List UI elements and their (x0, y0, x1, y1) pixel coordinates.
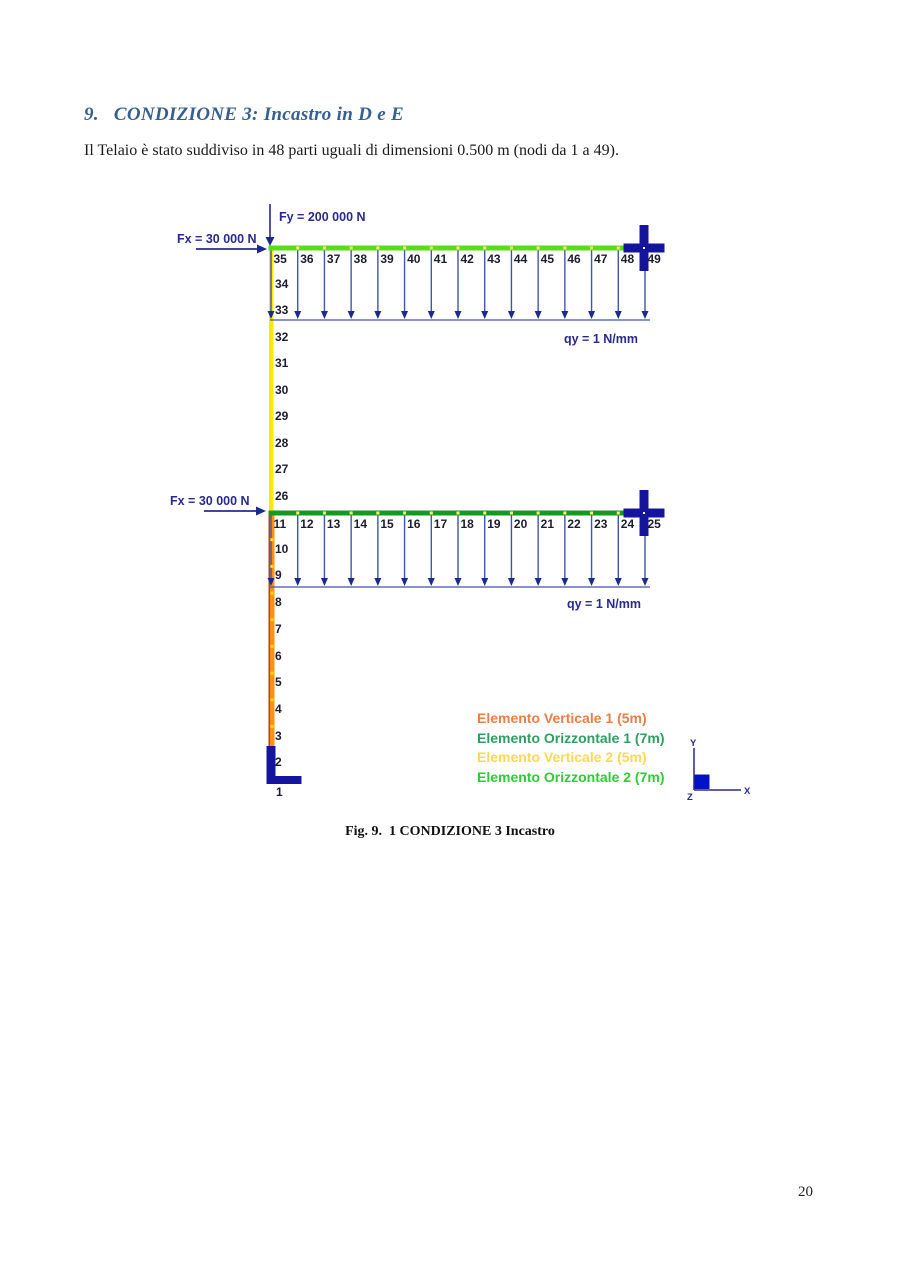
node-label-35: 35 (273, 252, 287, 266)
node-label-16: 16 (407, 517, 421, 531)
node-dot (483, 512, 486, 515)
qy-mid-load-label: qy = 1 N/mm (567, 597, 641, 611)
node-label-20: 20 (513, 517, 528, 531)
node-dot (457, 512, 460, 515)
node-dot (403, 512, 406, 515)
node-label-39: 39 (380, 252, 394, 266)
qy-mid-arrow-arrowhead (348, 578, 355, 586)
node-label-21: 21 (540, 517, 554, 531)
qy-mid-arrow-arrowhead (642, 578, 649, 586)
node-dot (376, 512, 379, 515)
qy-mid-arrow-arrowhead (481, 578, 488, 586)
node-label-13: 13 (326, 517, 341, 531)
qy-top-arrow-arrowhead (374, 311, 381, 319)
node-dot (510, 247, 513, 250)
qy-mid-arrow-arrowhead (374, 578, 381, 586)
node-label-6: 6 (275, 648, 282, 663)
fx-top-arrowhead (257, 245, 267, 254)
node-label-11: 11 (273, 517, 287, 531)
qy-top-load-label: qy = 1 N/mm (564, 332, 638, 346)
node-label-32: 32 (275, 329, 289, 344)
node-dot (563, 247, 566, 250)
node-label-30: 30 (275, 382, 289, 397)
fx-top-force-label: Fx = 30 000 N (177, 232, 257, 246)
axis-y-label: Y (690, 738, 697, 749)
node-label-44: 44 (513, 252, 528, 266)
node-dot (271, 592, 274, 595)
node-dot (350, 512, 353, 515)
qy-mid-arrow-arrowhead (401, 578, 408, 586)
section-title: CONDIZIONE 3: Incastro in D e E (113, 104, 404, 125)
axis-origin-square (695, 775, 709, 789)
node-label-9: 9 (275, 568, 282, 583)
node-label-45: 45 (540, 252, 554, 266)
node-label-18: 18 (460, 517, 474, 531)
node-label-26: 26 (275, 488, 289, 503)
node-dot (430, 512, 433, 515)
node-dot (296, 247, 299, 250)
node-label-41: 41 (433, 252, 448, 266)
node-label-40: 40 (407, 252, 421, 266)
node-dot (271, 698, 274, 701)
qy-mid-arrow-arrowhead (455, 578, 462, 586)
node-label-31: 31 (275, 356, 289, 370)
node-label-23: 23 (594, 517, 608, 531)
node-dot (510, 512, 513, 515)
node-label-29: 29 (275, 409, 289, 423)
axis-z-label: Z (687, 792, 693, 803)
axis-x-label: X (744, 786, 751, 797)
node-dot (271, 725, 274, 728)
incastro-cross-node25-center-dot (643, 512, 645, 514)
qy-mid-arrow-arrowhead (294, 578, 301, 586)
node-label-33: 33 (275, 303, 289, 317)
node-dot (376, 247, 379, 250)
node-dot (350, 247, 353, 250)
incastro-cross-node49-center-dot (643, 247, 645, 249)
qy-mid-arrow-arrowhead (508, 578, 515, 586)
node-dot (590, 247, 593, 250)
node-label-2: 2 (275, 755, 282, 770)
node-label-4: 4 (275, 701, 282, 716)
node-dot (271, 645, 274, 648)
qy-mid-arrow-arrowhead (321, 578, 328, 586)
qy-top-arrow-arrowhead (294, 311, 301, 319)
node-dot (403, 247, 406, 250)
fy-force-label: Fy = 200 000 N (279, 210, 366, 224)
qy-top-arrow-arrowhead (321, 311, 328, 319)
node-dot (271, 672, 274, 675)
qy-top-arrow-arrowhead (508, 311, 515, 319)
section-number: 9. (84, 104, 99, 125)
node-label-27: 27 (275, 462, 289, 476)
node-dot (483, 247, 486, 250)
node-dot (590, 512, 593, 515)
qy-top-arrow-arrowhead (588, 311, 595, 319)
base-support-horizontal (267, 776, 302, 784)
qy-mid-arrow-arrowhead (588, 578, 595, 586)
qy-top-arrow-arrowhead (401, 311, 408, 319)
node-label-1: 1 (276, 785, 283, 799)
node-label-46: 46 (567, 252, 581, 266)
qy-mid-arrow-arrowhead (535, 578, 542, 586)
node-label-28: 28 (275, 435, 289, 450)
node-dot (296, 512, 299, 515)
node-label-19: 19 (487, 517, 501, 531)
legend-item-4: Elemento Orizzontale 2 (7m) (477, 768, 665, 785)
legend-item-2: Elemento Orizzontale 1 (7m) (477, 729, 665, 746)
qy-top-arrow-arrowhead (615, 311, 622, 319)
node-dot (271, 538, 274, 541)
node-label-3: 3 (275, 728, 282, 743)
legend-item-1: Elemento Verticale 1 (5m) (477, 710, 647, 726)
node-dot (271, 618, 274, 621)
element-vertical-1-edge (269, 513, 271, 770)
node-dot (617, 247, 620, 250)
node-dot (271, 565, 274, 568)
node-dot (323, 512, 326, 515)
node-label-10: 10 (275, 541, 289, 556)
node-label-15: 15 (380, 517, 394, 531)
node-dot (537, 512, 540, 515)
node-label-34: 34 (275, 276, 289, 291)
figure-caption: Fig. 9. 1 CONDIZIONE 3 Incastro (345, 824, 555, 839)
qy-mid-arrow-arrowhead (561, 578, 568, 586)
fy-arrowhead (266, 237, 275, 246)
node-label-25: 25 (647, 517, 661, 531)
node-label-48: 48 (620, 252, 635, 266)
node-dot (537, 247, 540, 250)
node-label-37: 37 (326, 252, 341, 266)
node-label-49: 49 (647, 252, 661, 266)
node-dot (457, 247, 460, 250)
node-label-7: 7 (275, 621, 282, 636)
qy-top-arrow-arrowhead (561, 311, 568, 319)
legend-item-3: Elemento Verticale 2 (5m) (477, 749, 647, 765)
legend (477, 709, 664, 787)
node-label-8: 8 (275, 595, 282, 610)
fx-mid-force-label: Fx = 30 000 N (170, 494, 250, 508)
qy-top-arrow-arrowhead (348, 311, 355, 319)
node-dot (617, 512, 620, 515)
node-label-17: 17 (433, 517, 448, 531)
qy-mid-arrow-arrowhead (615, 578, 622, 586)
node-dot (323, 247, 326, 250)
node-label-22: 22 (567, 517, 581, 531)
node-label-47: 47 (594, 252, 608, 266)
node-label-5: 5 (275, 675, 282, 690)
qy-top-arrow-arrowhead (455, 311, 462, 319)
qy-top-arrow-arrowhead (535, 311, 542, 319)
qy-top-arrow-arrowhead (428, 311, 435, 319)
node-label-36: 36 (300, 252, 314, 266)
node-label-14: 14 (353, 517, 367, 531)
node-label-38: 38 (353, 252, 367, 266)
body-paragraph: Il Telaio è stato suddiviso in 48 parti uguali di dimensioni 0.500 m (nodi da 1 a 49). (84, 142, 619, 159)
qy-top-arrow-arrowhead (642, 311, 649, 319)
node-dot (430, 247, 433, 250)
qy-mid-arrow-arrowhead (428, 578, 435, 586)
qy-top-arrow-arrowhead (481, 311, 488, 319)
page-number: 20 (798, 1184, 813, 1200)
node-label-24: 24 (620, 517, 635, 531)
node-label-42: 42 (460, 252, 474, 266)
node-label-12: 12 (300, 517, 314, 531)
node-dot (563, 512, 566, 515)
fx-mid-arrowhead (256, 507, 266, 516)
node-label-43: 43 (487, 252, 501, 266)
